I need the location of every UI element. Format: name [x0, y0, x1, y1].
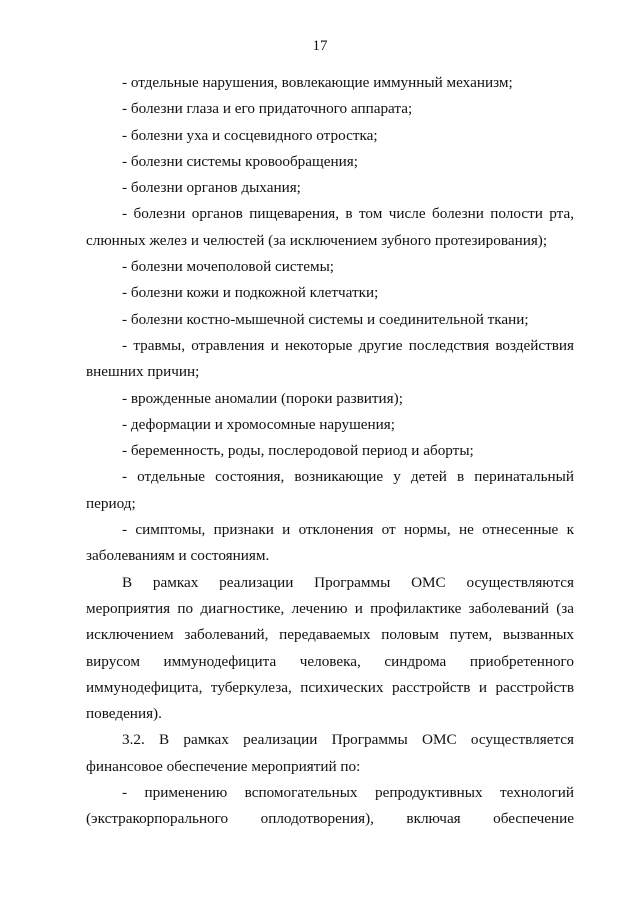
document-body — [86, 70, 574, 833]
list-item-circulatory-diseases: - болезни системы кровообращения; — [122, 152, 358, 170]
paragraph-program-activities: В рамках реализации Программы ОМС осуществляются мероприятия по диагностике, лечению и профилактике заболеваний (за исключением заболеваний, передаваемых половым путем, вызванных вирусом иммунодефицита человека, синдрома приобретенного иммунодефицита, туберкулеза, психических расстройств и расстройств поведения). — [86, 573, 574, 723]
list-item-symptoms: - симптомы, признаки и отклонения от нормы, не отнесенные к заболеваниям и состояниям. — [86, 521, 574, 565]
list-item-digestive-diseases: - болезни органов пищеварения, в том числе болезни полости рта, слюнных желез и челюстей (за исключением зубного протезирования); — [86, 205, 574, 249]
list-item-pregnancy: - беременность, роды, послеродовой период и аборты; — [122, 442, 474, 460]
list-item-musculoskeletal-diseases: - болезни костно-мышечной системы и соединительной ткани; — [122, 310, 529, 328]
list-item-ear-diseases: - болезни уха и сосцевидного отростка; — [122, 126, 378, 144]
page-number: 17 — [312, 38, 328, 54]
list-item-skin-diseases: - болезни кожи и подкожной клетчатки; — [122, 284, 379, 302]
list-item-injuries-poisoning: - травмы, отравления и некоторые другие последствия воздействия внешних причин; — [86, 336, 574, 381]
list-item-respiratory-diseases: - болезни органов дыхания; — [122, 179, 301, 197]
list-item-eye-diseases: - болезни глаза и его придаточного аппарата; — [122, 100, 413, 118]
list-item-congenital-anomalies: - врожденные аномалии (пороки развития); — [122, 389, 403, 407]
list-item-perinatal-conditions: - отдельные состояния, возникающие у детей в перинатальный период; — [86, 468, 574, 512]
list-item-immune-disorders: - отдельные нарушения, вовлекающие иммунный механизм; — [122, 74, 513, 91]
list-item-reproductive-technologies: - применению вспомогательных репродуктивных технологий (экстракорпорального оплодотворения), включая обеспечение — [86, 784, 574, 828]
list-item-chromosomal-disorders: - деформации и хромосомные нарушения; — [122, 415, 396, 433]
paragraph-section-3-2: 3.2. В рамках реализации Программы ОМС осуществляется финансовое обеспечение мероприятий по: — [86, 731, 574, 775]
list-item-genitourinary-diseases: - болезни мочеполовой системы; — [122, 258, 335, 276]
